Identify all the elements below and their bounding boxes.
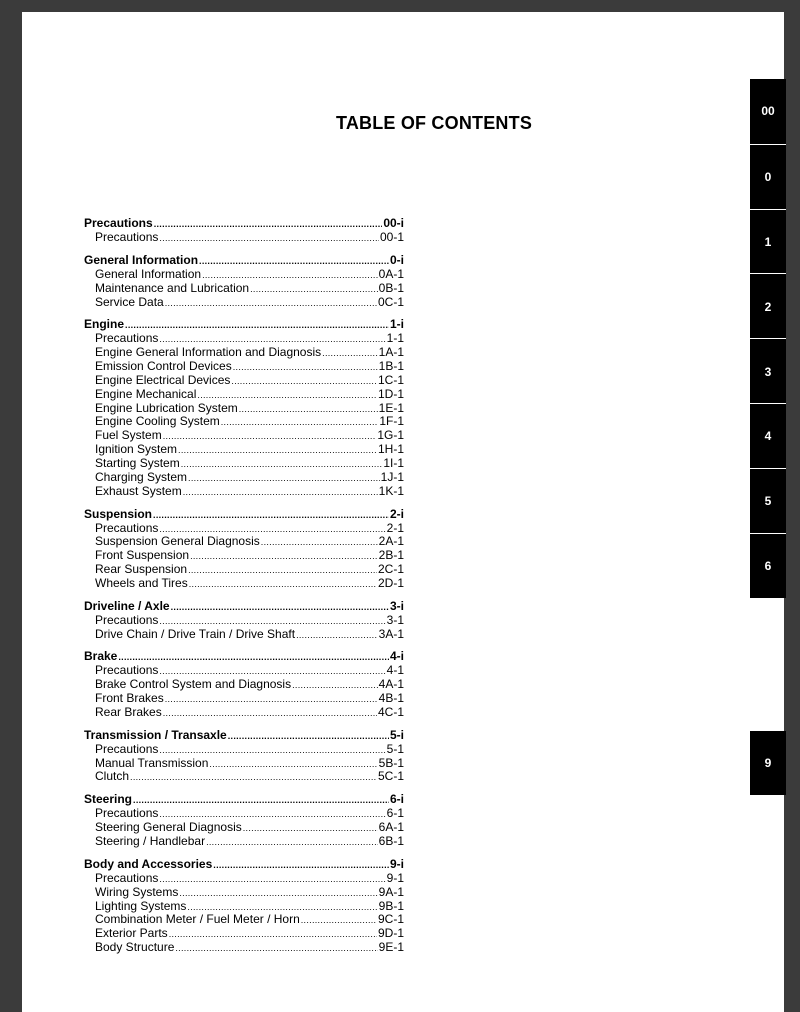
toc-entry[interactable] — [84, 577, 404, 591]
toc-entry-page: 4B-1 — [378, 691, 404, 706]
toc-entry[interactable] — [84, 807, 404, 821]
toc-section — [84, 316, 404, 498]
toc-section-heading-label: Driveline / Axle — [84, 598, 170, 613]
toc-entry[interactable] — [84, 296, 404, 310]
dot-leader — [190, 549, 378, 564]
toc-entry[interactable] — [84, 678, 404, 692]
dot-leader — [322, 346, 378, 361]
dot-leader — [233, 360, 378, 375]
toc-section-heading[interactable] — [84, 727, 404, 743]
dot-leader — [118, 648, 389, 665]
toc-entry-label: Ignition System — [95, 442, 178, 457]
toc-entry[interactable] — [84, 388, 404, 402]
toc-entry-label: Fuel System — [95, 428, 162, 443]
toc-entry-label: Brake Control System and Diagnosis — [95, 677, 292, 692]
dot-leader — [163, 429, 377, 444]
toc-entry[interactable] — [84, 522, 404, 536]
dot-leader — [228, 727, 389, 744]
dot-leader — [125, 316, 389, 333]
toc-section-heading-page: 4-i — [389, 649, 404, 664]
toc-entry-page: 6A-1 — [378, 820, 404, 835]
toc-entry-label: Steering / Handlebar — [95, 834, 206, 848]
toc-section-heading-label: Engine — [84, 317, 125, 332]
section-tab-6[interactable]: 6 — [750, 533, 786, 599]
toc-entry-label: Rear Brakes — [95, 704, 162, 719]
toc-section — [84, 727, 404, 785]
dot-leader — [130, 770, 377, 785]
toc-entry-page: 2D-1 — [377, 575, 404, 590]
toc-entry-label: Lighting Systems — [95, 898, 187, 913]
toc-entry-page: 4A-1 — [378, 677, 404, 692]
dot-leader — [183, 485, 378, 500]
toc-entry[interactable] — [84, 664, 404, 678]
toc-entry[interactable] — [84, 231, 404, 245]
dot-leader — [231, 374, 377, 389]
toc-entry-page: 1I-1 — [383, 455, 404, 470]
toc-section-heading[interactable] — [84, 791, 404, 807]
toc-entry-label: Maintenance and Lubrication — [95, 280, 250, 295]
toc-section-heading[interactable] — [84, 215, 404, 231]
toc-section-heading-label: Steering — [84, 792, 133, 807]
dot-leader — [188, 471, 380, 486]
toc-entry-page: 3-1 — [386, 612, 404, 627]
toc-entry[interactable] — [84, 872, 404, 886]
toc-section-heading-label: General Information — [84, 252, 199, 267]
toc-entry[interactable] — [84, 457, 404, 471]
toc-section-heading-label: Body and Accessories — [84, 856, 213, 871]
dot-leader — [221, 415, 379, 430]
toc-entry-page: 1G-1 — [377, 428, 404, 443]
toc-entry-label: Combination Meter / Fuel Meter / Horn — [95, 912, 300, 927]
toc-entry-page: 2B-1 — [378, 548, 404, 563]
dot-leader — [133, 791, 389, 808]
document-page — [22, 12, 784, 1012]
toc-entry-label: Engine Mechanical — [95, 386, 197, 401]
toc-entry-page: 1J-1 — [380, 469, 404, 484]
toc-entry[interactable] — [84, 757, 404, 771]
toc-entry-page: 5C-1 — [377, 769, 404, 784]
toc-section-heading-page: 6-i — [389, 792, 404, 807]
section-tab-5[interactable]: 5 — [750, 468, 786, 534]
toc-entry-page: 9E-1 — [378, 940, 404, 955]
section-tab-4[interactable]: 4 — [750, 403, 786, 469]
toc-entry-page: 1K-1 — [378, 483, 404, 498]
toc-entry[interactable] — [84, 821, 404, 835]
toc-entry-page: 4C-1 — [377, 704, 404, 719]
toc-entry-label: Rear Suspension — [95, 562, 188, 577]
toc-entry-label: Manual Transmission — [95, 755, 209, 770]
toc-section — [84, 598, 404, 642]
toc-section — [84, 215, 404, 245]
toc-entry[interactable] — [84, 563, 404, 577]
toc-section-heading-label: Brake — [84, 649, 118, 664]
toc-entry-page: 6B-1 — [378, 834, 404, 848]
toc-entry-label: Engine Cooling System — [95, 414, 220, 429]
toc-entry-page: 9C-1 — [377, 912, 404, 927]
toc-entry-label: General Information — [95, 266, 202, 281]
toc-entry-label: Precautions — [95, 806, 159, 821]
dot-leader — [175, 941, 377, 956]
toc-section-heading-page: 5-i — [389, 727, 404, 742]
dot-leader — [296, 628, 378, 643]
dot-leader — [163, 706, 377, 721]
table-of-contents — [84, 215, 404, 962]
dot-leader — [178, 443, 377, 458]
toc-entry-page: 3A-1 — [378, 626, 404, 641]
dot-leader — [206, 835, 378, 850]
toc-entry-page: 1A-1 — [378, 345, 404, 360]
dot-leader — [189, 577, 377, 592]
toc-entry-page: 2-1 — [386, 520, 404, 535]
toc-entry[interactable] — [84, 332, 404, 346]
toc-entry-label: Exterior Parts — [95, 926, 168, 941]
toc-section-heading-page: 00-i — [383, 216, 404, 230]
dot-leader — [261, 535, 378, 550]
dot-leader — [154, 215, 383, 232]
toc-entry-label: Emission Control Devices — [95, 359, 232, 374]
section-tab-00[interactable]: 00 — [750, 79, 786, 144]
toc-section-heading[interactable] — [84, 506, 404, 522]
dot-leader — [171, 598, 389, 615]
dot-leader — [250, 282, 378, 297]
toc-entry[interactable] — [84, 471, 404, 485]
toc-entry-label: Service Data — [95, 294, 164, 309]
toc-entry-page: 1C-1 — [377, 372, 404, 387]
toc-entry-page: 9B-1 — [378, 898, 404, 913]
toc-entry-page: 0C-1 — [377, 294, 404, 309]
toc-entry-page: 2A-1 — [378, 534, 404, 549]
toc-entry-page: 1D-1 — [377, 386, 404, 401]
toc-entry[interactable] — [84, 346, 404, 360]
dot-leader — [153, 506, 389, 523]
toc-entry[interactable] — [84, 429, 404, 443]
toc-section-heading[interactable] — [84, 598, 404, 614]
toc-entry-label: Suspension General Diagnosis — [95, 534, 260, 549]
toc-entry-page: 4-1 — [386, 663, 404, 678]
toc-section — [84, 791, 404, 849]
toc-entry[interactable] — [84, 886, 404, 900]
toc-section-heading-page: 1-i — [389, 317, 404, 332]
toc-entry-label: Engine Lubrication System — [95, 400, 238, 415]
toc-entry[interactable] — [84, 941, 404, 955]
toc-entry[interactable] — [84, 402, 404, 416]
page-title: TABLE OF CONTENTS — [335, 113, 533, 133]
toc-entry-page: 0A-1 — [378, 266, 404, 281]
toc-entry-page: 0B-1 — [378, 280, 404, 295]
toc-entry-page: 1H-1 — [377, 442, 404, 457]
toc-entry-page: 5-1 — [386, 741, 404, 756]
toc-entry[interactable] — [84, 374, 404, 388]
toc-entry[interactable] — [84, 900, 404, 914]
toc-entry-label: Precautions — [95, 230, 159, 244]
toc-entry-page: 5B-1 — [378, 755, 404, 770]
toc-entry-label: Precautions — [95, 870, 159, 885]
dot-leader — [209, 757, 377, 772]
dot-leader — [213, 856, 389, 873]
toc-entry[interactable] — [84, 913, 404, 927]
toc-entry[interactable] — [84, 415, 404, 429]
toc-section-heading[interactable] — [84, 648, 404, 664]
toc-entry-label: Engine General Information and Diagnosis — [95, 345, 322, 360]
toc-section-heading-label: Transmission / Transaxle — [84, 727, 227, 742]
toc-entry-page: 9D-1 — [377, 926, 404, 941]
toc-entry-label: Precautions — [95, 331, 159, 346]
toc-entry-page: 1E-1 — [378, 400, 404, 415]
toc-entry-label: Engine Electrical Devices — [95, 372, 231, 387]
toc-entry-page: 1-1 — [386, 331, 404, 346]
dot-leader — [301, 913, 377, 928]
dot-leader — [188, 563, 377, 578]
toc-entry[interactable] — [84, 743, 404, 757]
toc-entry[interactable] — [84, 614, 404, 628]
dot-leader — [165, 296, 377, 311]
toc-entry-label: Precautions — [95, 520, 159, 535]
dot-leader — [292, 678, 378, 693]
dot-leader — [239, 402, 378, 417]
toc-entry-page: 2C-1 — [377, 562, 404, 577]
toc-entry[interactable] — [84, 485, 404, 499]
toc-entry-label: Clutch — [95, 769, 130, 784]
toc-entry[interactable] — [84, 770, 404, 784]
toc-entry[interactable] — [84, 443, 404, 457]
dot-leader — [243, 821, 378, 836]
toc-entry-page: 9-1 — [386, 870, 404, 885]
dot-leader — [159, 231, 379, 246]
toc-entry-label: Drive Chain / Drive Train / Drive Shaft — [95, 626, 296, 641]
dot-leader — [169, 927, 377, 942]
dot-leader — [179, 886, 377, 901]
dot-leader — [159, 872, 385, 887]
toc-section-heading[interactable] — [84, 252, 404, 268]
toc-entry[interactable] — [84, 835, 404, 849]
toc-section-heading-page: 9-i — [389, 856, 404, 871]
toc-section-heading[interactable] — [84, 316, 404, 332]
toc-entry-label: Wheels and Tires — [95, 575, 188, 590]
toc-entry-page: 00-1 — [379, 230, 404, 244]
dot-leader — [199, 252, 389, 269]
section-tab-2[interactable]: 2 — [750, 273, 786, 339]
toc-section-heading-page: 3-i — [389, 598, 404, 613]
toc-entry-label: Starting System — [95, 455, 180, 470]
toc-entry-label: Wiring Systems — [95, 884, 179, 899]
toc-entry-page: 9A-1 — [378, 884, 404, 899]
toc-entry-page: 6-1 — [386, 806, 404, 821]
toc-entry-label: Steering General Diagnosis — [95, 820, 242, 835]
toc-entry-label: Body Structure — [95, 940, 175, 955]
toc-entry-label: Precautions — [95, 612, 159, 627]
dot-leader — [165, 692, 378, 707]
toc-entry[interactable] — [84, 360, 404, 374]
toc-entry-label: Front Suspension — [95, 548, 190, 563]
toc-entry-label: Precautions — [95, 741, 159, 756]
toc-section — [84, 648, 404, 719]
toc-entry-label: Charging System — [95, 469, 188, 484]
toc-entry-page: 1B-1 — [378, 359, 404, 374]
toc-entry-label: Front Brakes — [95, 691, 164, 706]
toc-entry-label: Precautions — [95, 663, 159, 678]
toc-entry[interactable] — [84, 268, 404, 282]
toc-section — [84, 506, 404, 591]
toc-entry[interactable] — [84, 628, 404, 642]
toc-entry[interactable] — [84, 706, 404, 720]
section-tab-3[interactable]: 3 — [750, 338, 786, 404]
section-tab-1[interactable]: 1 — [750, 209, 786, 275]
toc-section — [84, 252, 404, 310]
toc-entry[interactable] — [84, 535, 404, 549]
toc-section-heading-label: Precautions — [84, 216, 153, 230]
toc-section-heading-page: 0-i — [389, 252, 404, 267]
toc-entry[interactable] — [84, 692, 404, 706]
section-tab-0[interactable]: 0 — [750, 144, 786, 210]
toc-entry[interactable] — [84, 282, 404, 296]
toc-section-heading[interactable] — [84, 856, 404, 872]
toc-entry-label: Exhaust System — [95, 483, 182, 498]
dot-leader — [181, 457, 383, 472]
toc-entry-page: 1F-1 — [379, 414, 404, 429]
toc-entry[interactable] — [84, 927, 404, 941]
toc-entry[interactable] — [84, 549, 404, 563]
toc-section — [84, 856, 404, 955]
toc-section-heading-page: 2-i — [389, 506, 404, 521]
toc-section-heading-label: Suspension — [84, 506, 153, 521]
section-tab-9[interactable]: 9 — [750, 731, 786, 795]
